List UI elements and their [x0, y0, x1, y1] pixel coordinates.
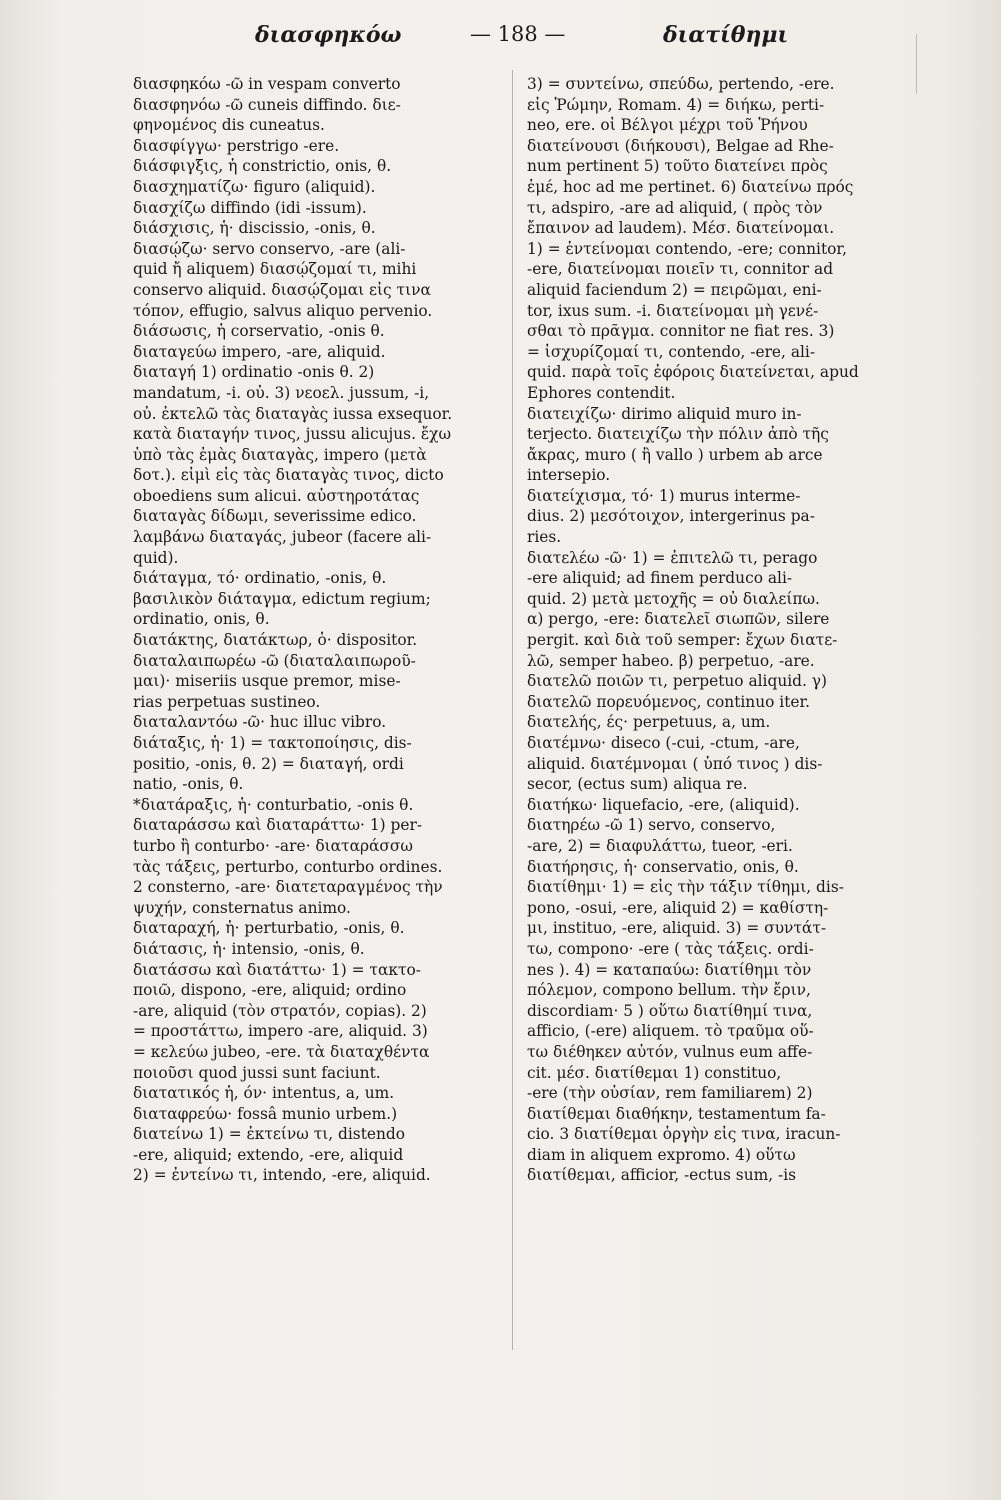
entry-text: διατειχίζω· dirimo aliquid muro in-	[527, 404, 802, 423]
entry-text: oboediens sum alicui. αὐστηροτάτας	[133, 486, 420, 505]
entry-line	[527, 404, 909, 425]
entry-text: διαταραχή, ἡ· perturbatio, -onis, θ.	[133, 919, 405, 938]
entry-line	[133, 74, 511, 95]
entry-line	[133, 1063, 511, 1084]
entry-line	[527, 74, 909, 95]
entry-line	[527, 651, 909, 672]
entry-text: intersepio.	[527, 466, 611, 485]
entry-line	[527, 1083, 909, 1104]
entry-line	[527, 980, 909, 1001]
entry-line	[133, 671, 511, 692]
entry-text: πόλεμον, compono bellum. τὴν ἔριν,	[527, 981, 811, 1000]
entry-line	[527, 877, 909, 898]
entry-text: διατίθεμαι διαθήκην, testamentum fa-	[527, 1104, 826, 1123]
entry-line	[133, 857, 511, 878]
entry-line	[133, 527, 511, 548]
page-number: — 188 —	[470, 22, 566, 46]
entry-line	[527, 1063, 909, 1084]
entry-line	[527, 774, 909, 795]
entry-text: ἔπαινον ad laudem). Μέσ. διατείνομαι.	[527, 219, 835, 238]
entry-line	[527, 136, 909, 157]
entry-text: = κελεύω jubeo, -ere. τὰ διαταχθέντα	[133, 1042, 430, 1061]
entry-text: quid. 2) μετὰ μετοχῆς = οὐ διαλείπω.	[527, 589, 820, 608]
entry-line	[133, 1104, 511, 1125]
entry-text: διατίθεμαι, afficior, -ectus sum, -is	[527, 1166, 797, 1185]
entry-line	[527, 198, 909, 219]
entry-line	[527, 239, 909, 260]
entry-text: quid).	[133, 548, 179, 567]
entry-line	[133, 898, 511, 919]
entry-text: βασιλικὸν διάταγμα, edictum regium;	[133, 589, 431, 608]
entry-text: διασφηκόω -ῶ in vespam converto	[133, 75, 401, 93]
entry-text: τω, compono· -ere ( τὰς τάξεις. ordi-	[527, 939, 814, 958]
entry-text: διασῴζω· servo conservo, -are (ali-	[133, 239, 406, 258]
entry-text: tor, ixus sum. -i. διατείνομαι μὴ γενέ-	[527, 301, 819, 320]
entry-line	[527, 671, 909, 692]
entry-text: terjecto. διατειχίζω τὴν πόλιν ἀπὸ τῆς	[527, 425, 829, 444]
entry-text: ψυχήν, consternatus animo.	[133, 898, 351, 917]
entry-line	[133, 198, 511, 219]
entry-line	[133, 445, 511, 466]
entry-line	[527, 486, 909, 507]
entry-text: = προστάττω, impero -are, aliquid. 3)	[133, 1022, 428, 1041]
left-column	[133, 74, 511, 1186]
entry-line	[527, 1124, 909, 1145]
entry-text: cit. μέσ. διατίθεμαι 1) constituo,	[527, 1063, 782, 1082]
entry-text: διατελέω -ῶ· 1) = ἐπιτελῶ τι, perago	[527, 548, 818, 567]
entry-text: διατήρησις, ἡ· conservatio, onis, θ.	[527, 857, 799, 876]
entry-text: quid. παρὰ τοῖς ἐφόροις διατείνεται, apud	[527, 363, 859, 382]
entry-text: διασφίγγω· perstrigo -ere.	[133, 136, 340, 155]
entry-text: afficio, (-ere) aliquem. τὸ τραῦμα οὕ-	[527, 1022, 814, 1041]
entry-text: διάτασις, ἡ· intensio, -onis, θ.	[133, 939, 365, 958]
entry-line	[133, 568, 511, 589]
entry-text: -are, 2) = διαφυλάττω, tueor, -eri.	[527, 836, 793, 855]
entry-text: α) pergo, -ere: διατελεῖ σιωπῶν, silere	[527, 610, 830, 629]
entry-text: διατείχισμα, τό· 1) murus interme-	[527, 486, 801, 505]
entry-line	[133, 980, 511, 1001]
entry-text: δοτ.). εἰμὶ εἰς τὰς διαταγὰς τινος, dicto	[133, 466, 444, 485]
entry-line	[133, 651, 511, 672]
entry-text: διαταγεύω impero, -are, aliquid.	[133, 342, 386, 361]
entry-line	[527, 506, 909, 527]
entry-line	[133, 548, 511, 569]
entry-line	[133, 960, 511, 981]
entry-line	[527, 1042, 909, 1063]
entry-line	[133, 795, 511, 816]
entry-line	[527, 95, 909, 116]
entry-line	[133, 692, 511, 713]
entry-line	[527, 712, 909, 733]
entry-text: τὰς τάξεις, perturbo, conturbo ordines.	[133, 857, 443, 876]
right-running-headword: διατίθημι	[663, 22, 789, 48]
entry-text: ποιῶ, dispono, -ere, aliquid; ordino	[133, 981, 407, 1000]
entry-line	[133, 259, 511, 280]
entry-line	[133, 156, 511, 177]
entry-text: -ere, διατείνομαι ποιεῖν τι, connitor ad	[527, 260, 834, 279]
entry-line	[527, 1145, 909, 1166]
entry-line	[133, 589, 511, 610]
entry-line	[133, 506, 511, 527]
entry-line	[133, 115, 511, 136]
entry-text: σθαι τὸ πρᾶγμα. connitor ne fiat res. 3)	[527, 322, 835, 341]
entry-text: conservo aliquid. διασῴζομαι εἰς τινα	[133, 280, 431, 299]
entry-text: εἰς Ῥώμην, Romam. 4) = διήκω, perti-	[527, 95, 825, 114]
entry-line	[527, 177, 909, 198]
entry-line	[133, 280, 511, 301]
entry-line	[527, 939, 909, 960]
entry-text: διατείνω 1) = ἐκτείνω τι, distendo	[133, 1125, 406, 1144]
entry-text: ries.	[527, 528, 562, 547]
entry-line	[527, 836, 909, 857]
entry-text: διατέμνω· diseco (-cui, -ctum, -are,	[527, 734, 800, 752]
entry-text: discordiam· 5 ) οὕτω διατίθημί τινα,	[527, 1001, 813, 1020]
page-header	[0, 22, 1001, 56]
entry-text: 2 consterno, -are· διατεταραγμένος τὴν	[133, 878, 443, 897]
entry-text: διατείνουσι (διήκουσι), Belgae ad Rhe-	[527, 136, 834, 155]
entry-text: rias perpetuas sustineo.	[133, 692, 321, 711]
entry-line	[133, 836, 511, 857]
entry-text: διατελῶ πορευόμενος, continuo iter.	[527, 692, 811, 711]
entry-text: διασχίζω diffindo (idi -issum).	[133, 198, 367, 217]
entry-line	[527, 362, 909, 383]
entry-text: aliquid. διατέμνομαι ( ὑπό τινος ) dis-	[527, 754, 823, 773]
entry-text: διαταλαιπωρέω -ῶ (διαταλαιπωροῦ-	[133, 651, 416, 670]
entry-text: num pertinent 5) τοῦτο διατείνει πρὸς	[527, 157, 828, 176]
entry-text: 1) = ἐντείνομαι contendo, -ere; connitor,	[527, 239, 847, 258]
entry-line	[527, 918, 909, 939]
entry-text: διατελῶ ποιῶν τι, perpetuo aliquid. γ)	[527, 672, 828, 691]
entry-text: διασχηματίζω· figuro (aliquid).	[133, 177, 376, 196]
entry-line	[133, 939, 511, 960]
entry-text: διατίθημι· 1) = εἰς τὴν τάξιν τίθημι, dis-	[527, 878, 844, 897]
entry-text: μαι)· miseriis usque premor, mise-	[133, 672, 401, 691]
entry-line	[527, 568, 909, 589]
column-divider	[512, 70, 513, 1350]
entry-line	[527, 445, 909, 466]
entry-text: λαμβάνω διαταγάς, jubeor (facere ali-	[133, 528, 432, 547]
entry-text: -are, aliquid (τὸν στρατόν, copias). 2)	[133, 1001, 427, 1020]
entry-text: secor, (ectus sum) aliqua re.	[527, 775, 748, 794]
left-running-headword: διασφηκόω	[255, 22, 402, 48]
entry-line	[133, 136, 511, 157]
entry-text: mandatum, -i. οὐ. 3) νεοελ. jussum, -i,	[133, 383, 430, 402]
entry-text: ἐμέ, hoc ad me pertinet. 6) διατείνω πρός	[527, 177, 854, 196]
entry-line	[133, 1165, 511, 1186]
entry-line	[527, 280, 909, 301]
entry-text: = ἰσχυρίζομαί τι, contendo, -ere, ali-	[527, 342, 816, 361]
entry-line	[527, 1021, 909, 1042]
entry-text: 2) = ἐντείνω τι, intendo, -ere, aliquid.	[133, 1166, 431, 1185]
entry-line	[133, 815, 511, 836]
entry-line	[133, 301, 511, 322]
entry-line	[527, 342, 909, 363]
entry-line	[133, 1042, 511, 1063]
entry-text: cio. 3 διατίθεμαι ὀργὴν εἰς τινα, iracun-	[527, 1125, 841, 1144]
entry-line	[133, 362, 511, 383]
entry-text: -ere aliquid; ad finem perduco ali-	[527, 569, 793, 588]
entry-line	[133, 465, 511, 486]
entry-text: διατάσσω καὶ διατάττω· 1) = τακτο-	[133, 960, 421, 979]
entry-text: κατὰ διαταγήν τινος, jussu alicujus. ἔχω	[133, 425, 451, 444]
entry-text: nes ). 4) = καταπαύω: διατίθημι τὸν	[527, 960, 812, 979]
entry-text: Ephores contendit.	[527, 383, 676, 402]
entry-text: διάταξις, ἡ· 1) = τακτοποίησις, dis-	[133, 734, 412, 752]
entry-line	[527, 218, 909, 239]
entry-line	[133, 733, 511, 754]
entry-line	[133, 630, 511, 651]
entry-text: positio, -onis, θ. 2) = διαταγή, ordi	[133, 754, 404, 773]
entry-text: διαταφρεύω· fossâ munio urbem.)	[133, 1104, 398, 1123]
entry-line	[527, 321, 909, 342]
entry-text: διατάκτης, διατάκτωρ, ὁ· dispositor.	[133, 631, 418, 650]
entry-line	[133, 918, 511, 939]
entry-line	[133, 609, 511, 630]
entry-line	[133, 1124, 511, 1145]
entry-line	[133, 342, 511, 363]
entry-line	[133, 424, 511, 445]
entry-text: διατελής, ές· perpetuus, a, um.	[527, 713, 771, 732]
entry-text: pono, -osui, -ere, aliquid 2) = καθίστη-	[527, 898, 829, 917]
entry-line	[527, 589, 909, 610]
entry-line	[527, 857, 909, 878]
entry-line	[133, 321, 511, 342]
entry-text: natio, -onis, θ.	[133, 775, 244, 794]
entry-text: διατατικός ἡ, όν· intentus, a, um.	[133, 1084, 395, 1103]
entry-line	[527, 259, 909, 280]
entry-line	[527, 815, 909, 836]
entry-line	[527, 383, 909, 404]
entry-line	[527, 1001, 909, 1022]
entry-text: διαταλαντόω -ῶ· huc illuc vibro.	[133, 713, 387, 732]
entry-line	[527, 527, 909, 548]
entry-line	[133, 1021, 511, 1042]
entry-text: neo, ere. οἱ Βέλγοι μέχρι τοῦ Ῥήνου	[527, 116, 808, 135]
entry-line	[527, 795, 909, 816]
entry-line	[527, 960, 909, 981]
entry-text: διαταράσσω καὶ διαταράττω· 1) per-	[133, 816, 423, 835]
entry-line	[133, 754, 511, 775]
entry-line	[527, 630, 909, 651]
entry-line	[133, 1083, 511, 1104]
entry-text: διαταγή 1) ordinatio -onis θ. 2)	[133, 363, 375, 382]
entry-line	[133, 95, 511, 116]
entry-text: ὑπὸ τὰς ἐμὰς διαταγὰς, impero (μετὰ	[133, 445, 427, 464]
entry-text: -ere, aliquid; extendo, -ere, aliquid	[133, 1145, 404, 1164]
entry-line	[527, 609, 909, 630]
entry-text: οὐ. ἐκτελῶ τὰς διαταγὰς iussa exsequor.	[133, 404, 453, 423]
entry-text: διατήκω· liquefacio, -ere, (aliquid).	[527, 795, 800, 814]
entry-line	[133, 177, 511, 198]
entry-line	[133, 1145, 511, 1166]
entry-line	[133, 486, 511, 507]
entry-line	[527, 754, 909, 775]
entry-line	[527, 548, 909, 569]
entry-text: μι, instituo, -ere, aliquid. 3) = συντάτ-	[527, 919, 827, 938]
entry-line	[133, 1001, 511, 1022]
right-column	[527, 74, 909, 1186]
margin-rule	[916, 34, 917, 94]
entry-text: dius. 2) μεσότοιχον, intergerinus pa-	[527, 507, 815, 526]
entry-text: διασφηνόω -ῶ cuneis diffindo. διε-	[133, 95, 401, 114]
entry-text: διάταγμα, τό· ordinatio, -onis, θ.	[133, 569, 387, 588]
entry-text: quid ἤ aliquem) διασῴζομαί τι, mihi	[133, 260, 417, 279]
entry-line	[527, 1165, 909, 1186]
entry-text: λῶ, semper habeo. β) perpetuo, -are.	[527, 651, 815, 670]
entry-text: τι, adspiro, -are ad aliquid, ( πρὸς τὸν	[527, 198, 823, 217]
entry-line	[133, 218, 511, 239]
entry-line	[527, 156, 909, 177]
entry-text: διατηρέω -ῶ 1) servo, conservo,	[527, 816, 776, 835]
entry-line	[527, 898, 909, 919]
entry-line	[133, 383, 511, 404]
entry-text: aliquid faciendum 2) = πειρῶμαι, eni-	[527, 280, 822, 299]
entry-line	[527, 733, 909, 754]
entry-text: diam in aliquem expromo. 4) οὕτω	[527, 1145, 796, 1164]
entry-text: turbo ἢ conturbo· -are· διαταράσσω	[133, 836, 413, 855]
entry-text: φηνομένος dis cuneatus.	[133, 116, 325, 135]
entry-text: -ere (τὴν οὐσίαν, rem familiarem) 2)	[527, 1084, 813, 1103]
entry-text: 3) = συντείνω, σπεύδω, pertendo, -ere.	[527, 75, 835, 93]
entry-line	[527, 301, 909, 322]
entry-line	[527, 1104, 909, 1125]
entry-text: διάσφιγξις, ἡ constrictio, onis, θ.	[133, 157, 392, 176]
entry-line	[133, 774, 511, 795]
entry-text: ordinatio, onis, θ.	[133, 610, 270, 629]
entry-line	[133, 404, 511, 425]
entry-text: *διατάραξις, ἡ· conturbatio, -onis θ.	[133, 795, 414, 814]
entry-line	[527, 424, 909, 445]
entry-line	[527, 115, 909, 136]
entry-line	[133, 877, 511, 898]
entry-text: διαταγὰς δίδωμι, severissime edico.	[133, 507, 417, 526]
entry-line	[133, 239, 511, 260]
entry-text: pergit. καὶ διὰ τοῦ semper: ἔχων διατε-	[527, 631, 838, 650]
entry-text: διάσωσις, ἡ corservatio, -onis θ.	[133, 322, 385, 341]
entry-text: τω διέθηκεν αὐτόν, vulnus eum affe-	[527, 1042, 813, 1061]
entry-text: τόπον, effugio, salvus aliquo pervenio.	[133, 301, 433, 320]
entry-text: διάσχισις, ἡ· discissio, -onis, θ.	[133, 219, 376, 238]
entry-line	[527, 465, 909, 486]
entry-text: ἄκρας, muro ( ἢ vallo ) urbem ab arce	[527, 445, 823, 464]
entry-line	[527, 692, 909, 713]
entry-line	[133, 712, 511, 733]
entry-text: ποιοῦσι quod jussi sunt faciunt.	[133, 1063, 381, 1082]
